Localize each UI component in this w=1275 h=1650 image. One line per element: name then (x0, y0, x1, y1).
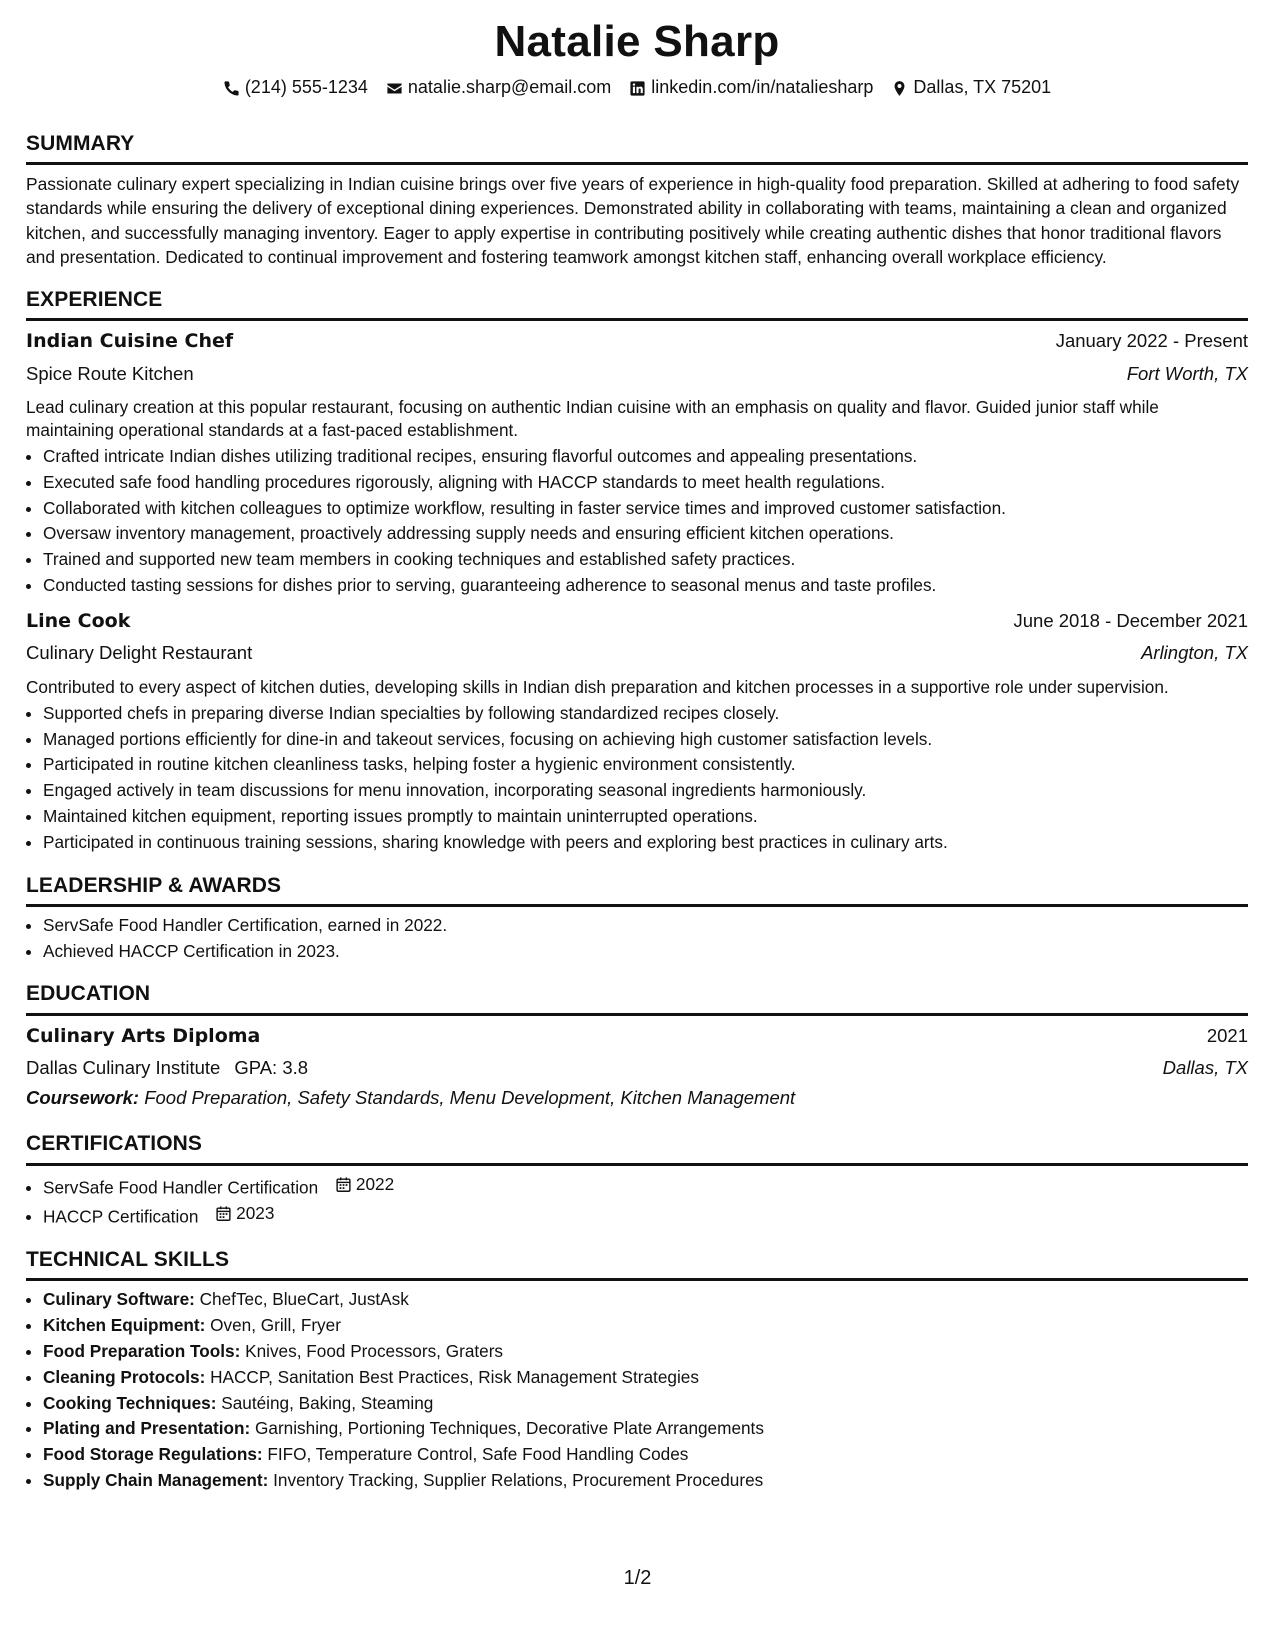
job-entry (26, 329, 1248, 599)
job-dates: January 2022 - Present (1055, 329, 1248, 351)
resume-page (26, 18, 1248, 1494)
skills-heading: TECHNICAL SKILLS (26, 1246, 1248, 1281)
leadership-item: • Achieved HACCP Certification in 2023. (43, 939, 1248, 965)
experience-heading: EXPERIENCE (26, 286, 1248, 321)
job-bullets (26, 701, 1248, 856)
leadership-heading: LEADERSHIP & AWARDS (26, 872, 1248, 907)
job-title: Indian Cuisine Chef (26, 329, 234, 352)
linkedin-icon (629, 80, 646, 97)
certification-name: ServSafe Food Handler Certification (43, 1177, 319, 1198)
map-pin-icon (891, 80, 908, 97)
skill-value: Garnishing, Portioning Techniques, Decorative Plate Arrangements (255, 1418, 764, 1439)
school-location: Dallas, TX (1162, 1057, 1248, 1079)
certifications-section (26, 1130, 1248, 1230)
envelope-icon (386, 80, 403, 97)
job-bullet: • Participated in continuous training sessions, sharing knowledge with peers and exploring best practices in culinary arts. (43, 830, 1248, 856)
summary-heading: SUMMARY (26, 130, 1248, 165)
skill-item (43, 1339, 1248, 1365)
coursework-label: Coursework: (26, 1087, 140, 1109)
skill-value: Knives, Food Processors, Graters (245, 1341, 504, 1362)
skill-label: Culinary Software: (43, 1289, 195, 1310)
skills-section (26, 1246, 1248, 1494)
skill-label: Food Storage Regulations: (43, 1444, 263, 1465)
leadership-section (26, 872, 1248, 965)
summary-text: Passionate culinary expert specializing in Indian cuisine brings over five years of experience in high-quality food preparation. Skilled at adhering to food safety standards while ensuring the delivery of exceptional dining experiences. Demonstrated ability in collaborating with teams, maintaining a clean and organized kitchen, and successfully managing inventory. Eager to apply expertise in contributing positively while creating authentic dishes that honor traditional flavors and presentation. Dedicated to continual improvement and fostering teamwork amongst kitchen staff, enhancing overall workplace efficiency. (26, 174, 1240, 268)
job-bullet: • Collaborated with kitchen colleagues to optimize workflow, resulting in faster service times and improved customer satisfaction. (43, 496, 1248, 522)
contact-phone (223, 76, 368, 99)
skill-value: FIFO, Temperature Control, Safe Food Handling Codes (267, 1444, 689, 1465)
phone-icon (223, 80, 240, 97)
job-title: Line Cook (26, 609, 131, 632)
skills-list (26, 1287, 1248, 1493)
calendar-icon (215, 1205, 232, 1222)
skill-item (43, 1287, 1248, 1313)
certification-year: 2023 (236, 1202, 275, 1223)
certification-item (43, 1201, 1248, 1230)
job-bullets (26, 444, 1248, 599)
contact-email[interactable] (386, 76, 611, 99)
job-company: Culinary Delight Restaurant (26, 642, 253, 664)
skill-label: Cleaning Protocols: (43, 1366, 206, 1387)
leadership-list (26, 913, 1248, 965)
certifications-heading: CERTIFICATIONS (26, 1130, 1248, 1165)
job-bullet: • Crafted intricate Indian dishes utilizing traditional recipes, ensuring flavorful outcomes and appealing presentations. (43, 444, 1248, 470)
skill-value: Oven, Grill, Fryer (210, 1315, 341, 1336)
skill-item (43, 1416, 1248, 1442)
job-description: Contributed to every aspect of kitchen duties, developing skills in Indian dish preparation and kitchen processes in a supportive role under supervision. (26, 676, 1169, 697)
degree-title: Culinary Arts Diploma (26, 1024, 261, 1047)
skill-label: Food Preparation Tools: (43, 1341, 241, 1362)
skill-label: Cooking Techniques: (43, 1392, 217, 1413)
calendar-icon (335, 1176, 352, 1193)
education-heading: EDUCATION (26, 980, 1248, 1015)
job-bullet: • Maintained kitchen equipment, reporting issues promptly to maintain uninterrupted operations. (43, 804, 1248, 830)
skill-value: Sautéing, Baking, Steaming (221, 1392, 434, 1413)
job-bullet: • Supported chefs in preparing diverse Indian specialties by following standardized recipes closely. (43, 701, 1248, 727)
candidate-name: Natalie Sharp (494, 17, 780, 66)
coursework-list: Food Preparation, Safety Standards, Menu Development, Kitchen Management (144, 1087, 796, 1109)
job-dates: June 2018 - December 2021 (1013, 609, 1248, 631)
skill-item (43, 1391, 1248, 1417)
summary-section (26, 130, 1248, 270)
skill-item (43, 1365, 1248, 1391)
certification-list (26, 1172, 1248, 1230)
skill-value: ChefTec, BlueCart, JustAsk (199, 1289, 409, 1310)
job-bullet: • Executed safe food handling procedures rigorously, aligning with HACCP standards to meet health regulations. (43, 470, 1248, 496)
certification-name: HACCP Certification (43, 1206, 199, 1227)
job-entry (26, 609, 1248, 856)
contact-info (26, 76, 1248, 99)
job-location: Fort Worth, TX (1126, 362, 1248, 384)
linkedin-text[interactable]: linkedin.com/in/nataliesharp (651, 77, 874, 98)
school-name: Dallas Culinary Institute (26, 1057, 221, 1079)
coursework (26, 1086, 1248, 1110)
skill-item (43, 1313, 1248, 1339)
job-description: Lead culinary creation at this popular restaurant, focusing on authentic Indian cuisine with an emphasis on quality and flavor. Guided junior staff while maintaining operational standards at a fast-paced establishment. (26, 396, 1159, 440)
job-bullet: • Participated in routine kitchen cleanliness tasks, helping foster a hygienic environment consistently. (43, 752, 1248, 778)
leadership-item: • ServSafe Food Handler Certification, earned in 2022. (43, 913, 1248, 939)
job-bullet: • Conducted tasting sessions for dishes prior to serving, guaranteeing adherence to seasonal menus and taste profiles. (43, 573, 1248, 599)
certification-item (43, 1172, 1248, 1201)
skill-item (43, 1442, 1248, 1468)
job-bullet: • Oversaw inventory management, proactively addressing supply needs and ensuring efficient kitchen operations. (43, 521, 1248, 547)
skill-value: HACCP, Sanitation Best Practices, Risk Management Strategies (210, 1366, 699, 1387)
job-bullet: • Trained and supported new team members in cooking techniques and established safety practices. (43, 547, 1248, 573)
phone-text: (214) 555-1234 (244, 77, 368, 98)
certification-year: 2022 (355, 1173, 395, 1194)
education-section (26, 980, 1248, 1110)
skill-value: Inventory Tracking, Supplier Relations, Procurement Procedures (273, 1470, 764, 1491)
email-text[interactable]: natalie.sharp@email.com (407, 77, 612, 98)
graduation-year: 2021 (1206, 1024, 1248, 1046)
job-bullet: • Managed portions efficiently for dine-in and takeout services, focusing on achieving high customer satisfaction levels. (43, 727, 1248, 753)
skill-item (43, 1468, 1248, 1494)
job-company: Spice Route Kitchen (26, 362, 194, 384)
job-bullet: • Engaged actively in team discussions for menu innovation, incorporating seasonal ingredients harmoniously. (43, 778, 1248, 804)
contact-location (891, 76, 1051, 99)
job-location: Arlington, TX (1141, 642, 1248, 664)
experience-section (26, 286, 1248, 856)
page-number: 1/2 (623, 1567, 652, 1589)
skill-label: Kitchen Equipment: (43, 1315, 206, 1336)
location-text: Dallas, TX 75201 (913, 77, 1052, 98)
skill-label: Plating and Presentation: (43, 1418, 251, 1439)
gpa: GPA: 3.8 (234, 1057, 309, 1079)
contact-linkedin[interactable] (629, 76, 873, 99)
skill-label: Supply Chain Management: (43, 1470, 269, 1491)
